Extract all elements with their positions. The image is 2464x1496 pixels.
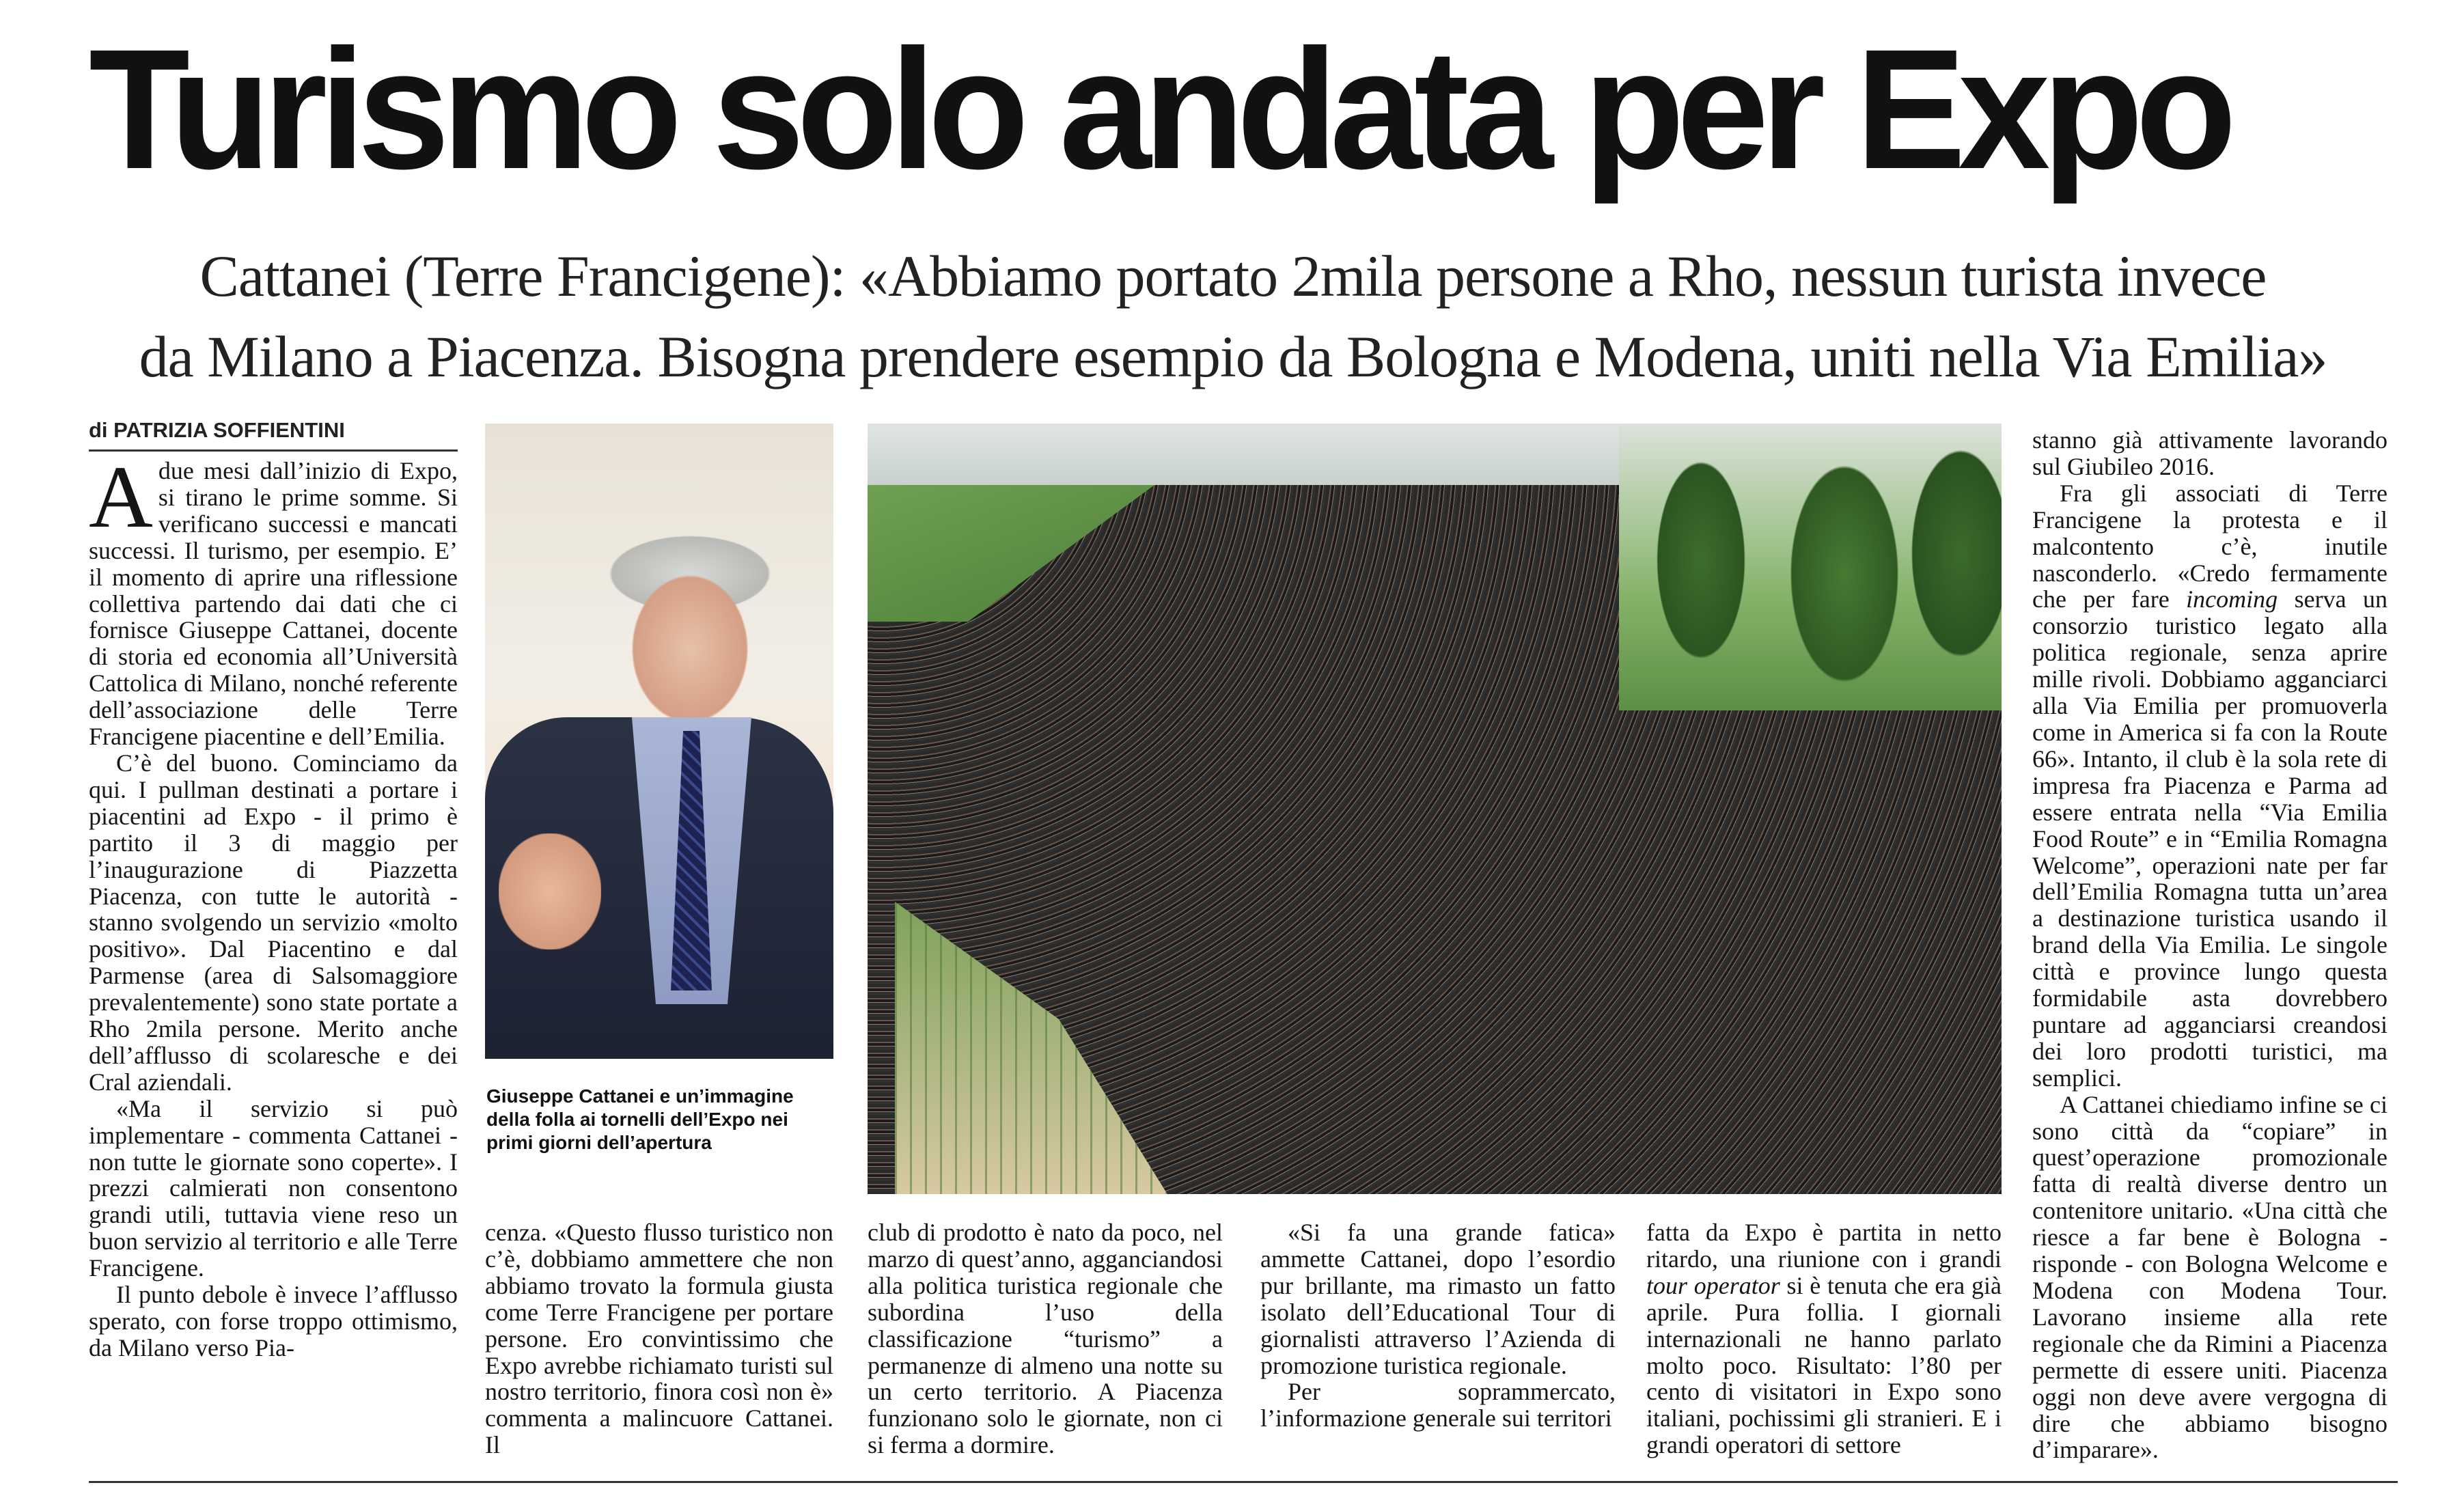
photo-lawn — [868, 485, 1154, 622]
column-5 — [1646, 1219, 2002, 1458]
paragraph: C’è del buono. Cominciamo da qui. I pullman destinati a portare i piacentini ad Expo - il primo è partito il 3 di maggio per l’inaugurazione di Piazzetta Piacenza, con tutte le autorità - stanno svolgendo un servizio «molto positivo». Dal Piacentino e dal Parmense (area di Salsomaggiore prevalentemente) sono state portate a Rho 2mila persone. Merito anche dell’afflusso di scolaresche e dei Cral aziendali. — [89, 749, 458, 1096]
paragraph: A Cattanei chiediamo infine se ci sono città da “copiare” in quest’operazione promozionale fatta di realtà diverse dentro un contenitore unitario. «Una città che riesce a far bene è Bologna - risponde - con Bologna Welcome e Modena con Modena Tour. Lavorano insieme alla rete regionale che da Rimini a Piacenza permette di essere uniti. Piacenza oggi non deve avere vergogna di dire che abbiamo bisogno d’imparare». — [2032, 1090, 2387, 1464]
paragraph-text: fatta da Expo è partita in netto ritardo, una riunione con i grandi — [1646, 1219, 2002, 1273]
column-2 — [485, 1219, 833, 1458]
paragraph-text: si è tenuta che era già aprile. Pura follia. I giornali internazionali ne hanno parlato molto poco. Risultato: l’80 per cento di visitatori in Expo sono italiani, pochissimi gli stranieri. E i grandi operatori di settore — [1646, 1271, 2002, 1459]
hand-shape — [499, 833, 601, 950]
column-3 — [868, 1219, 1223, 1458]
crowd-photo — [868, 424, 2002, 1194]
paragraph: «Si fa una grande fatica» ammette Cattanei, dopo l’esordio pur brillante, ma rimasto un fatto isolato dell’Educational Tour di giornalisti attraverso l’Azienda di promozione turistica regionale. — [1260, 1219, 1616, 1379]
paragraph: «Ma il servizio si può implementare - commenta Cattanei - non tutte le giornate sono coperte». I prezzi calmierati non consentono grandi utili, tuttavia viene reso un buon servizio al territorio e alle Terre Francigene. — [89, 1094, 458, 1282]
headline: Turismo solo andata per Expo — [89, 14, 2229, 204]
paragraph: stanno già attivamente lavorando sul Giubileo 2016. — [2032, 426, 2387, 480]
subheadline — [82, 236, 2384, 397]
drop-cap: A — [89, 448, 153, 546]
paragraph — [2032, 480, 2387, 1092]
photo-trees — [1619, 424, 2002, 710]
paragraph — [89, 448, 458, 751]
column-1 — [89, 448, 458, 1361]
paragraph: Il punto debole è invece l’afflusso sperato, con forse troppo ottimismo, da Milano verso Pia- — [89, 1281, 458, 1361]
photo-caption: Giuseppe Cattanei e un’immagine della folla ai tornelli dell’Expo nei primi giorni dell’apertura — [486, 1085, 794, 1153]
photo-fence — [895, 902, 1168, 1194]
byline: di PATRIZIA SOFFIENTINI — [89, 418, 458, 452]
portrait-photo — [485, 424, 833, 1059]
subhead-line-2: da Milano a Piacenza. Bisogna prendere esempio da Bologna e Modena, uniti nella Via Emilia» — [139, 324, 2327, 389]
paragraph-text: due mesi dall’inizio di Expo, si tirano le prime somme. Si verificano successi e mancati successi. Il turismo, per esempio. E’ il momento di aprire una riflessione collettiva partendo dai dati che ci fornisce Giuseppe Cattanei, docente di storia ed economia all’Università Cattolica di Milano, nonché referente dell’associazione delle Terre Francigene piacentine e dell’Emilia. — [89, 457, 458, 751]
paragraph-text: Fra gli associati di Terre Francigene la protesta e il malcontento c’è, inutile nasconderlo. «Credo fermamente che per fare — [2032, 479, 2387, 613]
column-6 — [2032, 427, 2387, 1463]
paragraph — [1646, 1219, 2002, 1458]
paragraph: Per soprammercato, l’informazione generale sui territori — [1260, 1378, 1616, 1432]
paragraph: cenza. «Questo flusso turistico non c’è, dobbiamo ammettere che non abbiamo trovato la formula giusta come Terre Francigene per portare persone. Ero convintissimo che Expo avrebbe richiamato turisti sul nostro territorio, finora così non è» commenta a malincuore Cattanei. Il — [485, 1219, 833, 1459]
emphasis: tour operator — [1646, 1271, 1780, 1299]
emphasis: incoming — [2186, 585, 2278, 613]
paragraph-text: serva un consorzio turistico legato alla politica regionale, senza aprire mille rivoli. Dobbiamo agganciarci alla Via Emilia per promuoverla come in America si fa con la Route 66». Intanto, il club è la sola rete di impresa fra Piacenza e Parma ad essere entrata nella “Via Emilia Food Route” e in “Emilia Romagna Welcome”, operazioni nate per far dell’Emilia Romagna tutta un’area a destinazione turistica usando il brand della Via Emilia. Le singole città e province lungo questa formidabile asta dovrebbero puntare ad agganciarsi creandosi dei loro prodotti turistici, ma semplici. — [2032, 585, 2387, 1092]
subhead-line-1: Cattanei (Terre Francigene): «Abbiamo portato 2mila persone a Rho, nessun turista invece — [199, 243, 2267, 309]
column-4 — [1260, 1219, 1616, 1432]
paragraph: club di prodotto è nato da poco, nel marzo di quest’anno, agganciandosi alla politica turistica regionale che subordina l’uso della classificazione “turismo” a permanenze di almeno una notte su un certo territorio. A Piacenza funzionano solo le giornate, non ci si ferma a dormire. — [868, 1219, 1223, 1459]
bottom-rule — [89, 1481, 2398, 1483]
